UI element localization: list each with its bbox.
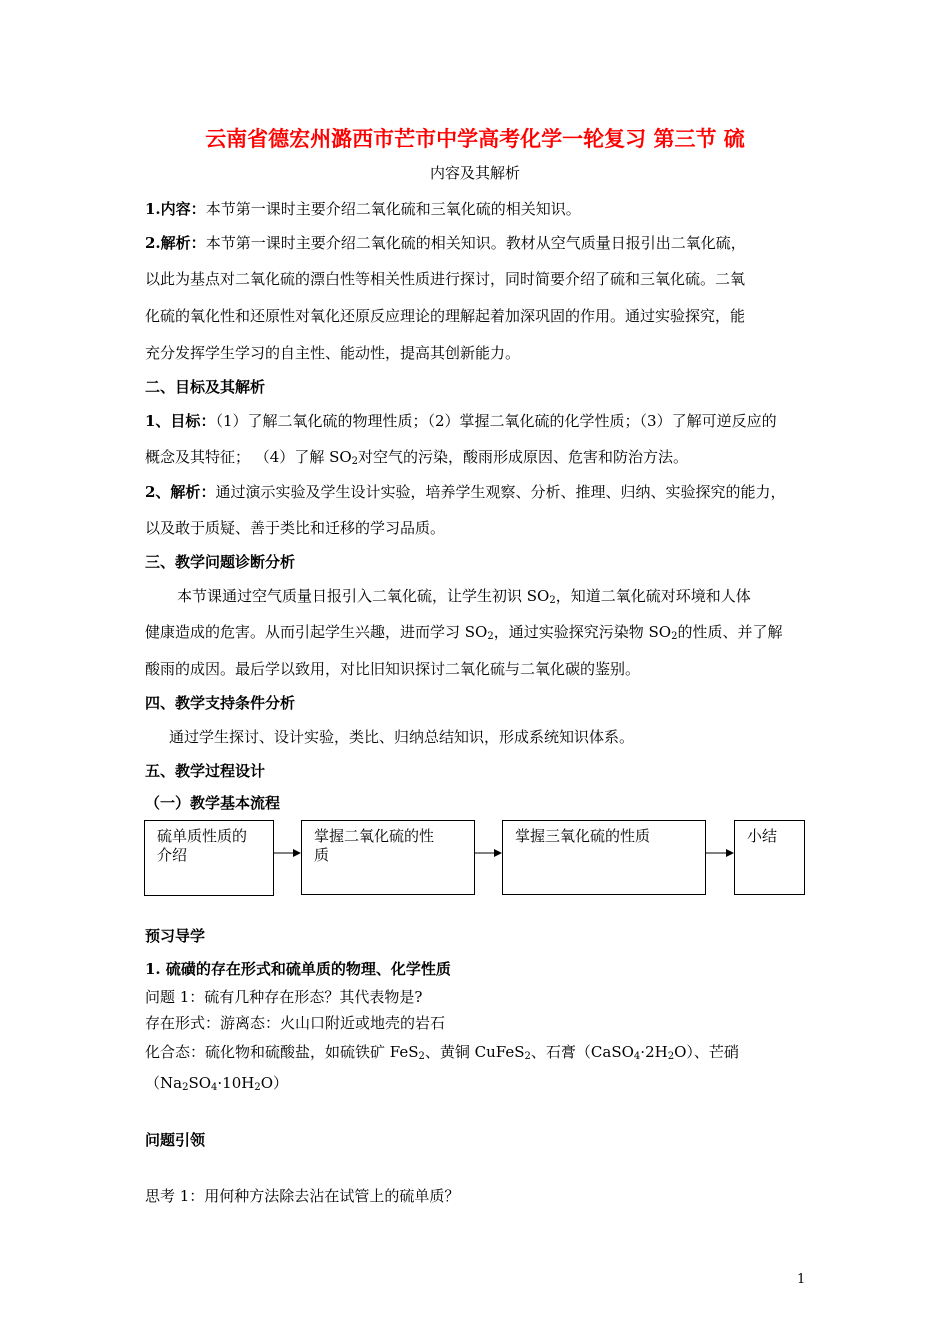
goal-analysis-label: 2、解析 (145, 483, 201, 501)
flow-step-so3: 掌握三氧化硫的性质 (502, 820, 706, 895)
flow-step-summary: 小结 (734, 820, 805, 895)
analysis-paragraph-line: 2.解析：本节第一课时主要介绍二氧化硫的相关知识。教材从空气质量日报引出二氧化硫， (145, 234, 746, 252)
flow-arrow-icon (706, 846, 735, 860)
goal-analysis-line: 以及敢于质疑、善于类比和迁移的学习品质。 (145, 519, 446, 537)
flow-arrow-icon (274, 846, 302, 860)
section-heading-goals: 二、目标及其解析 (145, 378, 266, 396)
section-heading-support: 四、教学支持条件分析 (145, 694, 296, 712)
think-question: 思考 1：用何种方法除去沾在试管上的硫单质？ (145, 1187, 460, 1205)
flow-arrow-icon (475, 846, 503, 860)
flow-step-so2: 掌握二氧化硫的性 质 (301, 820, 475, 895)
combined-state-line: 化合态：硫化物和硫酸盐，如硫铁矿 FeS$_2$、黄铜 CuFeS$_2$、石膏$(CaSO_4\cdot 2H_2O)$、芒硝 (145, 1043, 739, 1062)
section-heading-process: 五、教学过程设计 (145, 762, 266, 780)
diagnosis-paragraph-line: 健康造成的危害。从而引起学生兴趣，进而学习 $SO_2$，通过实验探究污染物 $SO_2$的性质、并了解 (145, 623, 783, 642)
subsection-heading-flow: （一）教学基本流程 (145, 794, 281, 812)
goal-analysis-line: 2、解析：通过演示实验及学生设计实验，培养学生观察、分析、推理、归纳、实验探究的能力， (145, 483, 786, 501)
analysis-label: 2.解析 (145, 234, 191, 252)
analysis-paragraph-line: 以此为基点对二氧化硫的漂白性等相关性质进行探讨，同时简要介绍了硫和三氧化硫。二氧 (145, 270, 746, 288)
goal-paragraph-line: 概念及其特征； （4）了解 $SO_2$对空气的污染，酸雨形成原因、危害和防治方法。 (145, 448, 689, 467)
lead-heading: 问题引领 (145, 1131, 206, 1149)
content-paragraph: 1.内容：本节第一课时主要介绍二氧化硫和三氧化硫的相关知识。 (145, 200, 581, 218)
goal-paragraph-line: 1、目标：（1）了解二氧化硫的物理性质；（2）掌握二氧化硫的化学性质；（3）了解可逆反应的 (145, 412, 777, 430)
document-title: 云南省德宏州潞西市芒市中学高考化学一轮复习 第三节 硫 (205, 126, 745, 151)
diagnosis-paragraph-line: 本节课通过空气质量日报引入二氧化硫，让学生初识 $SO_2$，知道二氧化硫对环境和人体 (177, 587, 751, 606)
analysis-paragraph-line: 化硫的氧化性和还原性对氧化还原反应理论的理解起着加深巩固的作用。通过实验探究，能 (145, 307, 746, 325)
combined-state-line: $(Na_2SO_4\cdot 10H_2O)$ (145, 1074, 289, 1093)
page-number: 1 (797, 1272, 806, 1287)
diagnosis-paragraph-line: 酸雨的成因。最后学以致用，对比旧知识探讨二氧化硫与二氧化碳的鉴别。 (145, 660, 641, 678)
analysis-paragraph-line: 充分发挥学生学习的自主性、能动性，提高其创新能力。 (145, 344, 521, 362)
free-state-line: 存在形式：游离态：火山口附近或地壳的岩石 (145, 1014, 446, 1032)
document-subtitle: 内容及其解析 (429, 164, 520, 182)
preview-heading: 预习导学 (145, 927, 206, 945)
content-label: 1.内容 (145, 200, 191, 218)
question-line: 问题 1：硫有几种存在形态？其代表物是? (145, 988, 423, 1006)
content-text: 本节第一课时主要介绍二氧化硫和三氧化硫的相关知识。 (205, 200, 581, 218)
flow-step-sulfur: 硫单质性质的 介绍 (144, 820, 274, 896)
topic-heading: 1. 硫磺的存在形式和硫单质的物理、化学性质 (145, 960, 451, 978)
support-paragraph: 通过学生探讨、设计实验，类比、归纳总结知识，形成系统知识体系。 (169, 728, 635, 746)
section-heading-diagnosis: 三、教学问题诊断分析 (145, 553, 296, 571)
goal-label: 1、目标 (145, 412, 201, 430)
